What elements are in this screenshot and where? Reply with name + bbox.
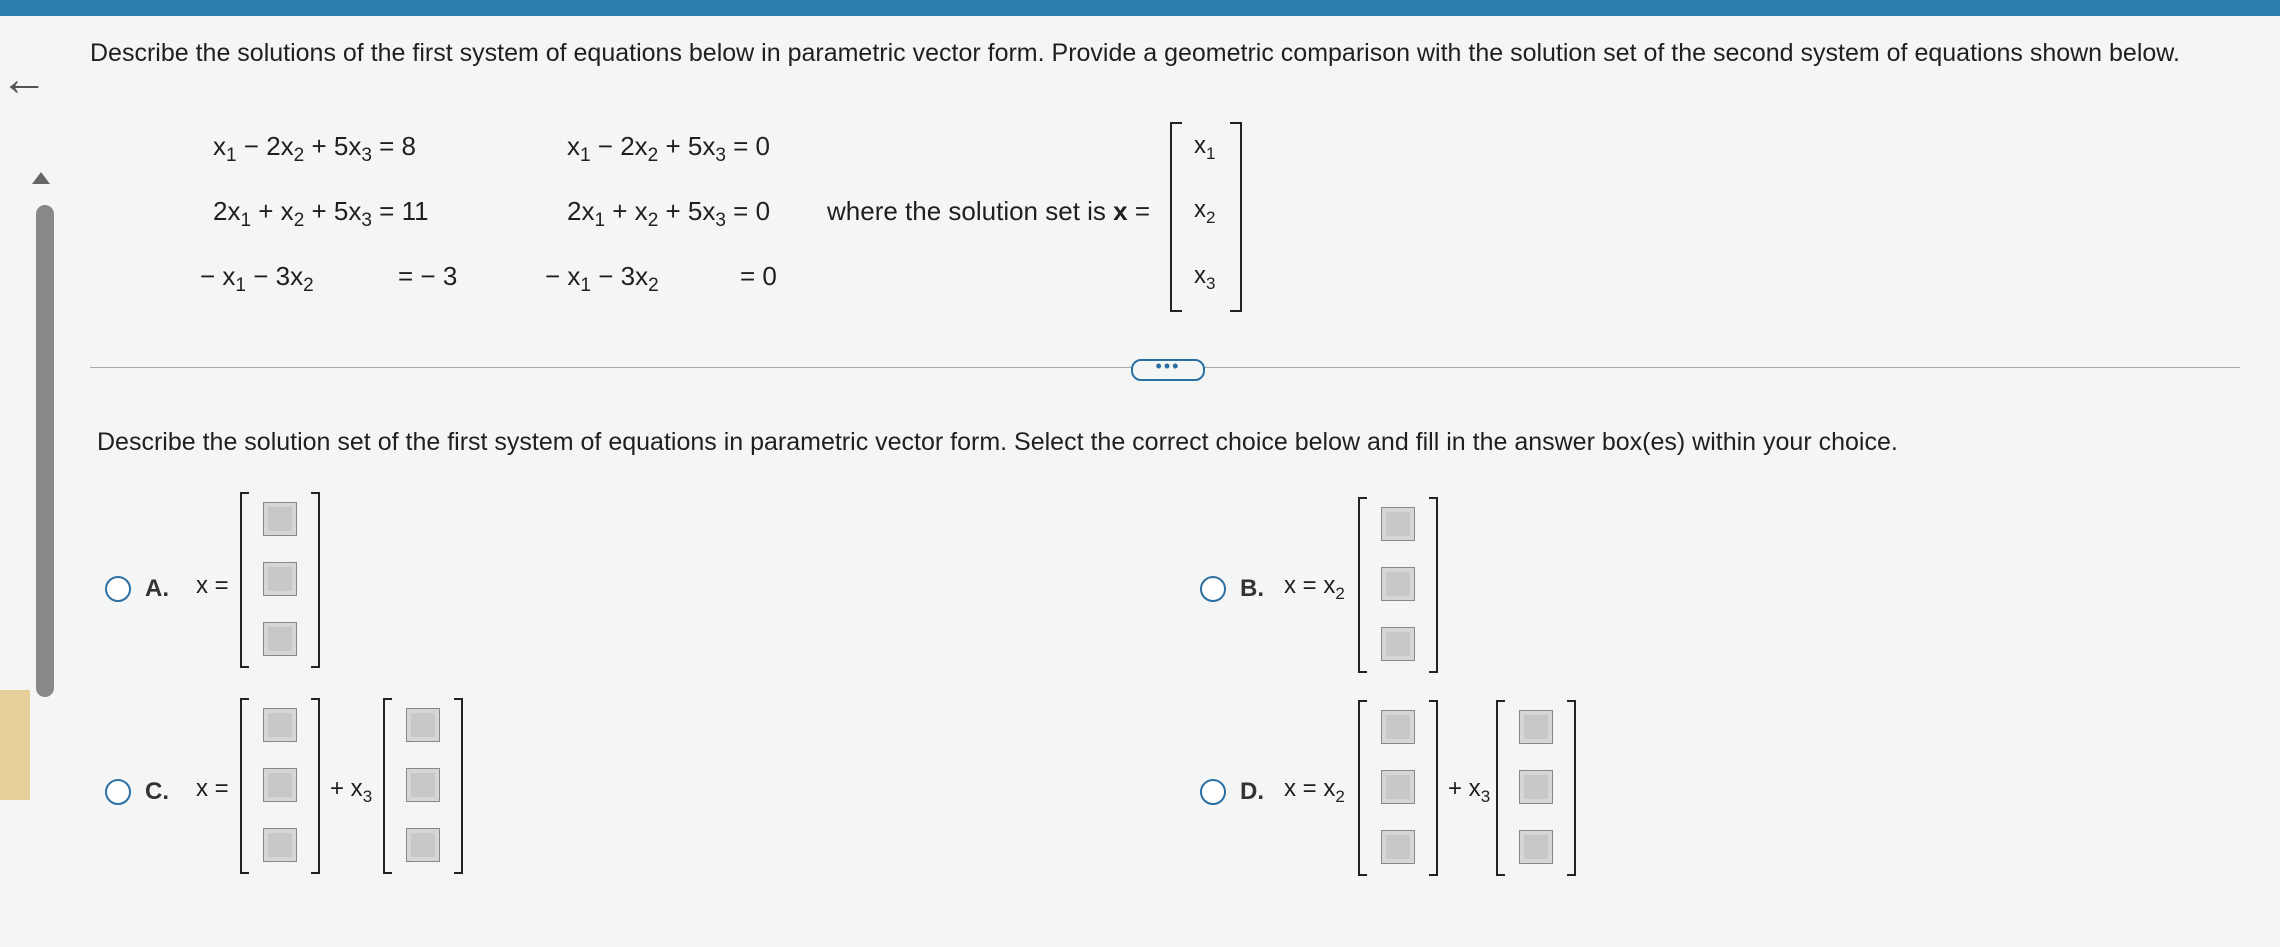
choice-a-vector: [240, 492, 320, 668]
choice-d-radio[interactable]: [1200, 779, 1226, 805]
question-text: Describe the solutions of the first system of equations below in parametric vector form. Provide a geometric comparison with the solution set of the second system of equations shown below.: [90, 39, 2180, 67]
answer-box[interactable]: [1519, 710, 1553, 744]
answer-box[interactable]: [263, 768, 297, 802]
choice-d-lhs: $x = x_2$: [1284, 775, 1345, 806]
choice-c-radio[interactable]: [105, 779, 131, 805]
top-bar: [0, 0, 2280, 16]
answer-box[interactable]: [263, 562, 297, 596]
choice-c-letter: C.: [145, 778, 169, 805]
answer-box[interactable]: [1519, 770, 1553, 804]
answer-box[interactable]: [1381, 710, 1415, 744]
choice-d-plus: + $x_3$: [1448, 775, 1491, 806]
system2-eq3: − $x_1 - 3x_2$: [545, 261, 659, 297]
choice-d-letter: D.: [1240, 778, 1264, 805]
more-button[interactable]: •••: [1131, 359, 1205, 381]
choice-a-letter: A.: [145, 575, 169, 602]
system2-eq3-rhs: = 0: [740, 261, 777, 291]
system1-eq3-rhs: = − 3: [398, 261, 458, 291]
answer-box[interactable]: [406, 828, 440, 862]
answer-box[interactable]: [1381, 507, 1415, 541]
choice-a-radio[interactable]: [105, 576, 131, 602]
scroll-up-icon[interactable]: [32, 172, 50, 184]
system2-eq2: $2x_1 + x_2 + 5x_3 = 0$: [567, 196, 771, 232]
answer-box[interactable]: [1381, 627, 1415, 661]
choice-d-vector-1: [1358, 700, 1438, 876]
answer-box[interactable]: [1381, 830, 1415, 864]
instruction-text: Describe the solution set of the first system of equations in parametric vector form. Select the correct choice below and fill in the answer box(es) within your choice.: [97, 428, 1898, 456]
system1-eq3: − $x_1 - 3x_2$: [200, 261, 314, 297]
system2-eq1: $x_1 - 2x_2 + 5x_3 = 0$: [567, 131, 771, 167]
answer-box[interactable]: [1381, 770, 1415, 804]
choice-b-letter: B.: [1240, 575, 1264, 602]
choice-c-vector-2: [383, 698, 463, 874]
system1-eq2: $2x_1 + x_2 + 5x_3 = 11$: [213, 196, 429, 232]
back-arrow-icon[interactable]: ←: [0, 53, 48, 106]
choice-b-lhs: $x = x_2$: [1284, 572, 1345, 603]
scrollbar[interactable]: [36, 205, 54, 697]
choice-b-radio[interactable]: [1200, 576, 1226, 602]
answer-box[interactable]: [1381, 567, 1415, 601]
choice-c-lhs: x =: [196, 775, 229, 802]
side-tab: [0, 690, 30, 800]
where-text: where the solution set is x =: [827, 196, 1151, 226]
choice-b-vector: [1358, 497, 1438, 673]
system1-eq1: $x_1 - 2x_2 + 5x_3 = 8$: [213, 131, 417, 167]
answer-box[interactable]: [1519, 830, 1553, 864]
choice-d-vector-2: [1496, 700, 1576, 876]
answer-box[interactable]: [406, 708, 440, 742]
answer-box[interactable]: [263, 708, 297, 742]
answer-box[interactable]: [263, 502, 297, 536]
answer-box[interactable]: [406, 768, 440, 802]
answer-box[interactable]: [263, 622, 297, 656]
choice-c-vector-1: [240, 698, 320, 874]
solution-vector: $x_1$ $x_2$ $x_3$: [1170, 122, 1242, 312]
choice-a-lhs: x =: [196, 572, 229, 599]
choice-c-plus: + $x_3$: [330, 775, 373, 806]
answer-box[interactable]: [263, 828, 297, 862]
